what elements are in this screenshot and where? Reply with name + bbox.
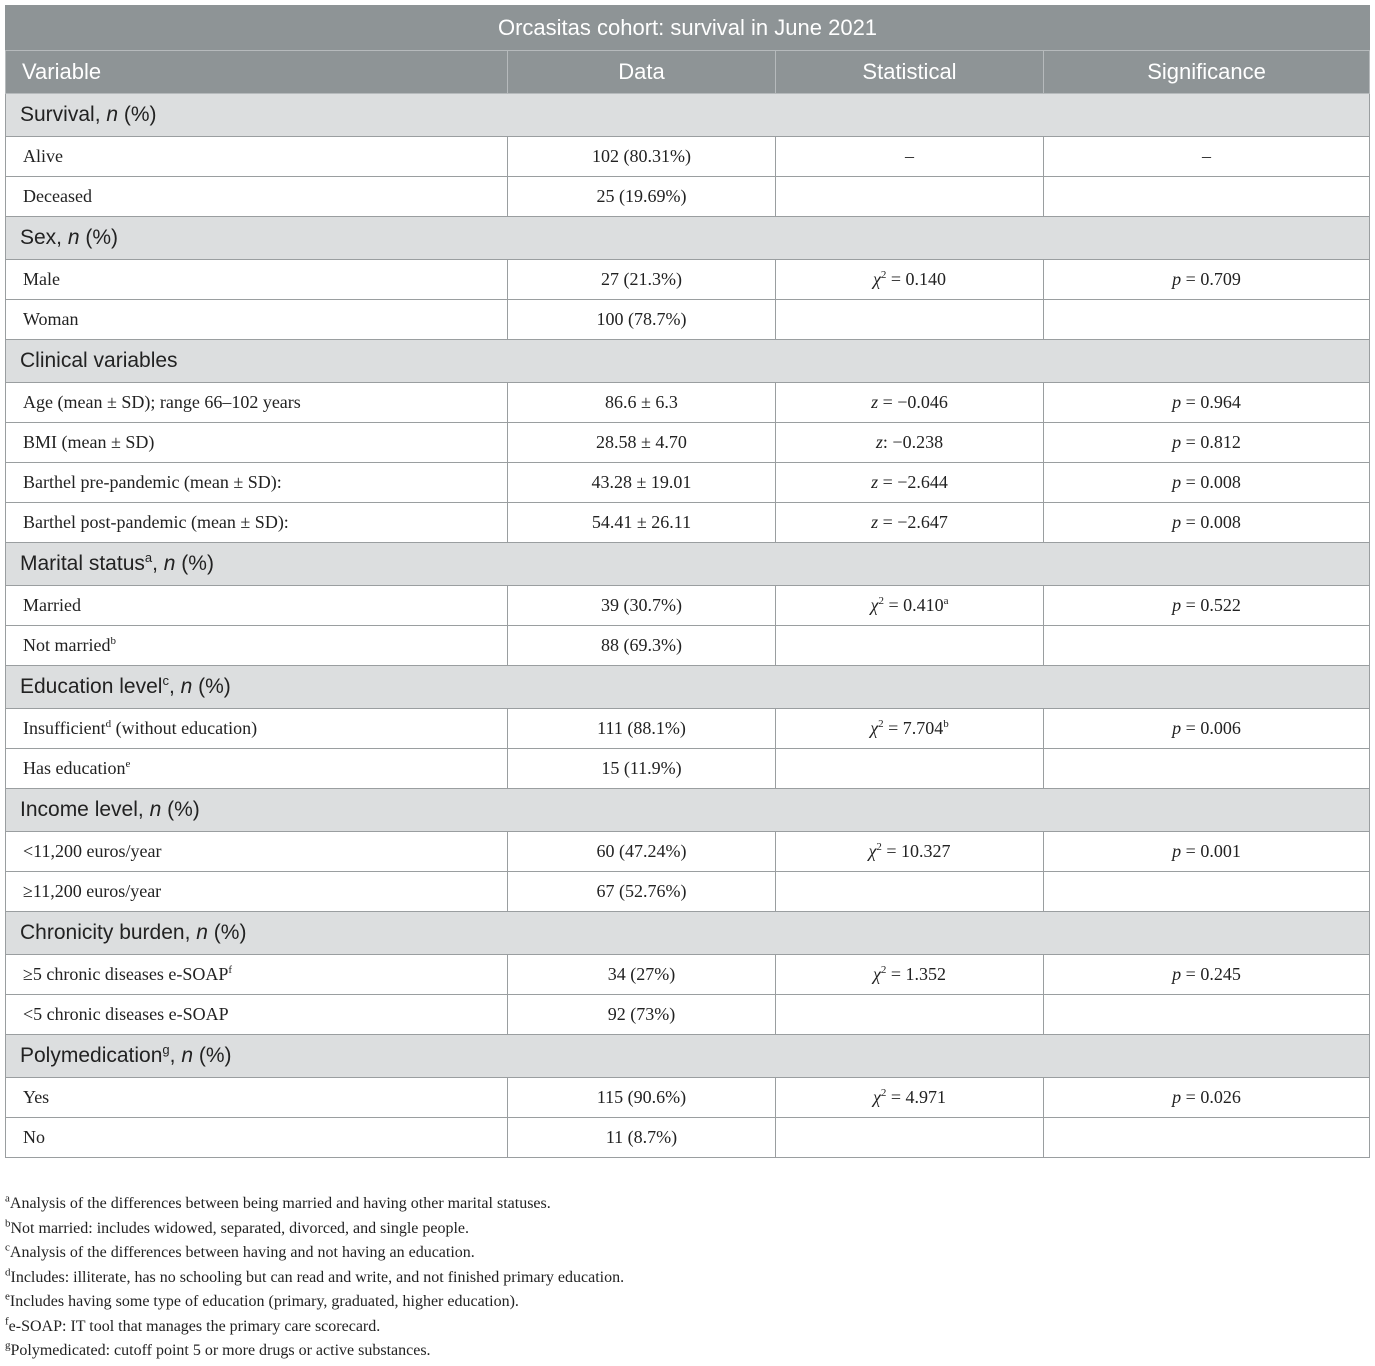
stat-superscript: 2 bbox=[878, 718, 884, 730]
section-row-income bbox=[6, 789, 1370, 832]
sig-value: = 0.964 bbox=[1181, 392, 1241, 412]
footnote bbox=[5, 1192, 1369, 1217]
sig-symbol: p bbox=[1172, 964, 1182, 984]
row-data: 39 (30.7%) bbox=[508, 586, 776, 626]
row-data: 28.58 ± 4.70 bbox=[508, 423, 776, 463]
row-data: 60 (47.24%) bbox=[508, 832, 776, 872]
section-header-italic: n bbox=[149, 798, 162, 821]
table-row bbox=[6, 177, 1370, 217]
row-data: 100 (78.7%) bbox=[508, 300, 776, 340]
row-statistic bbox=[776, 1078, 1044, 1118]
row-significance bbox=[1044, 260, 1370, 300]
row-significance bbox=[1044, 1078, 1370, 1118]
row-significance bbox=[1044, 503, 1370, 543]
table-row bbox=[6, 832, 1370, 872]
footnote-marker: g bbox=[162, 1042, 170, 1057]
stat-value: = 0.140 bbox=[886, 269, 947, 289]
section-header-suffix: (%) bbox=[192, 675, 231, 698]
table-title: Orcasitas cohort: survival in June 2021 bbox=[6, 6, 1370, 51]
section-header-suffix: (%) bbox=[175, 552, 214, 575]
section-header-suffix: (%) bbox=[118, 103, 157, 126]
row-label bbox=[6, 709, 508, 749]
row-data: 34 (27%) bbox=[508, 955, 776, 995]
footnote-marker: c bbox=[162, 673, 169, 688]
sig-symbol: p bbox=[1172, 841, 1182, 861]
sig-value: = 0.008 bbox=[1181, 512, 1241, 532]
sig-symbol: p bbox=[1172, 392, 1182, 412]
footnote bbox=[5, 1339, 1369, 1364]
sig-symbol: p bbox=[1172, 1087, 1182, 1107]
footnote-text: Not married: includes widowed, separated, divorced, and single people. bbox=[10, 1219, 470, 1237]
row-significance bbox=[1044, 749, 1370, 789]
row-statistic bbox=[776, 955, 1044, 995]
footnote-marker: b bbox=[943, 718, 949, 730]
sig-value: = 0.812 bbox=[1181, 432, 1241, 452]
table-row bbox=[6, 1078, 1370, 1118]
stat-symbol: z bbox=[871, 472, 879, 492]
stat-value: = 0.410 bbox=[883, 595, 944, 615]
stat-symbol: χ bbox=[870, 718, 879, 738]
sig-value: = 0.008 bbox=[1181, 472, 1241, 492]
section-header-text: Polymedication bbox=[20, 1044, 163, 1067]
section-row-education bbox=[6, 666, 1370, 709]
stat-value: = 1.352 bbox=[886, 964, 947, 984]
row-significance bbox=[1044, 423, 1370, 463]
section-header-separator: , bbox=[169, 1044, 182, 1067]
row-statistic bbox=[776, 709, 1044, 749]
sig-value: = 0.522 bbox=[1181, 595, 1241, 615]
section-row-sex bbox=[6, 217, 1370, 260]
stat-superscript: 2 bbox=[878, 595, 884, 607]
section-row-marital bbox=[6, 543, 1370, 586]
sig-value: = 0.245 bbox=[1181, 964, 1241, 984]
row-statistic: – bbox=[776, 137, 1044, 177]
sig-symbol: p bbox=[1172, 718, 1182, 738]
footnote-text: Includes having some type of education (primary, graduated, higher education). bbox=[9, 1293, 519, 1310]
row-label: Barthel post-pandemic (mean ± SD): bbox=[6, 503, 508, 543]
row-label-suffix: (without education) bbox=[111, 718, 258, 738]
stat-symbol: z bbox=[871, 392, 879, 412]
row-data: 54.41 ± 26.11 bbox=[508, 503, 776, 543]
stat-symbol: χ bbox=[870, 595, 879, 615]
section-header-suffix: (%) bbox=[207, 921, 247, 944]
sig-value: = 0.006 bbox=[1181, 718, 1241, 738]
row-label bbox=[6, 626, 508, 666]
row-label: <5 chronic diseases e-SOAP bbox=[6, 995, 508, 1035]
row-data: 102 (80.31%) bbox=[508, 137, 776, 177]
table-row bbox=[6, 1118, 1370, 1158]
row-data: 92 (73%) bbox=[508, 995, 776, 1035]
footnote-mark: d bbox=[5, 1266, 11, 1279]
row-statistic bbox=[776, 383, 1044, 423]
stat-symbol: χ bbox=[872, 964, 881, 984]
sig-symbol: p bbox=[1172, 595, 1182, 615]
section-header-separator: , bbox=[168, 675, 181, 698]
row-statistic bbox=[776, 626, 1044, 666]
row-statistic bbox=[776, 463, 1044, 503]
row-data: 86.6 ± 6.3 bbox=[508, 383, 776, 423]
row-statistic bbox=[776, 300, 1044, 340]
stat-superscript: 2 bbox=[880, 964, 887, 976]
sig-symbol: p bbox=[1172, 512, 1182, 532]
row-significance bbox=[1044, 709, 1370, 749]
row-statistic bbox=[776, 423, 1044, 463]
row-label: Alive bbox=[6, 137, 508, 177]
row-significance bbox=[1044, 300, 1370, 340]
sig-symbol: p bbox=[1172, 269, 1182, 289]
footnote-text: Includes: illiterate, has no schooling but can read and write, and not finished primary education. bbox=[10, 1268, 625, 1286]
row-significance bbox=[1044, 586, 1370, 626]
stat-value: = −2.644 bbox=[878, 472, 948, 492]
row-label-text: Has education bbox=[23, 758, 126, 778]
section-header-italic: n bbox=[181, 1044, 193, 1067]
section-header bbox=[6, 666, 1370, 709]
footnotes bbox=[5, 1192, 1369, 1364]
row-label: ≥11,200 euros/year bbox=[6, 872, 508, 912]
table-row bbox=[6, 626, 1370, 666]
row-data: 88 (69.3%) bbox=[508, 626, 776, 666]
row-data: 27 (21.3%) bbox=[508, 260, 776, 300]
row-data: 43.28 ± 19.01 bbox=[508, 463, 776, 503]
row-label: Woman bbox=[6, 300, 508, 340]
section-header bbox=[6, 1035, 1370, 1078]
row-data: 15 (11.9%) bbox=[508, 749, 776, 789]
section-header-text: Sex, bbox=[20, 226, 68, 249]
footnote-marker: d bbox=[105, 718, 112, 730]
section-row-clinical bbox=[6, 340, 1370, 383]
section-header-text: Education level bbox=[20, 675, 163, 698]
table-row bbox=[6, 709, 1370, 749]
footnote-marker: e bbox=[125, 758, 131, 770]
column-header-significance: Significance bbox=[1044, 51, 1370, 94]
section-header-suffix: (%) bbox=[193, 1044, 232, 1067]
row-data: 111 (88.1%) bbox=[508, 709, 776, 749]
row-statistic bbox=[776, 995, 1044, 1035]
table-row bbox=[6, 995, 1370, 1035]
section-header-italic: n bbox=[163, 552, 176, 575]
row-significance bbox=[1044, 832, 1370, 872]
row-label: No bbox=[6, 1118, 508, 1158]
section-header-italic: n bbox=[106, 103, 119, 126]
table-row bbox=[6, 423, 1370, 463]
row-label: Yes bbox=[6, 1078, 508, 1118]
stat-symbol: χ bbox=[872, 269, 881, 289]
row-label: Deceased bbox=[6, 177, 508, 217]
row-significance bbox=[1044, 955, 1370, 995]
row-significance bbox=[1044, 463, 1370, 503]
section-header-italic: n bbox=[196, 921, 208, 944]
row-label: BMI (mean ± SD) bbox=[6, 423, 508, 463]
stat-symbol: z bbox=[871, 512, 879, 532]
section-header-italic: n bbox=[67, 226, 80, 249]
cohort-survival-table bbox=[5, 5, 1370, 1158]
section-header bbox=[6, 789, 1370, 832]
row-data: 11 (8.7%) bbox=[508, 1118, 776, 1158]
footnote-marker: a bbox=[943, 595, 949, 607]
row-statistic bbox=[776, 503, 1044, 543]
row-significance bbox=[1044, 872, 1370, 912]
footnote-text: Analysis of the differences between being married and having other marital statuses. bbox=[9, 1195, 551, 1212]
table-title-row bbox=[6, 6, 1370, 51]
row-statistic bbox=[776, 749, 1044, 789]
footnote-text: Analysis of the differences between having and not having an education. bbox=[9, 1244, 475, 1261]
section-header bbox=[6, 217, 1370, 260]
stat-superscript: 2 bbox=[880, 269, 887, 281]
stat-symbol: χ bbox=[872, 1087, 881, 1107]
stat-value: = 10.327 bbox=[881, 841, 951, 861]
footnote-mark: a bbox=[5, 1192, 10, 1205]
row-significance: – bbox=[1044, 137, 1370, 177]
row-significance bbox=[1044, 995, 1370, 1035]
footnote-mark: f bbox=[5, 1315, 9, 1328]
stat-symbol: z bbox=[875, 432, 883, 452]
row-statistic bbox=[776, 260, 1044, 300]
sig-value: = 0.026 bbox=[1181, 1087, 1241, 1107]
column-header-statistical: Statistical bbox=[776, 51, 1044, 94]
row-label-text: Not married bbox=[23, 635, 111, 655]
row-significance bbox=[1044, 626, 1370, 666]
column-header-row bbox=[6, 51, 1370, 94]
section-header-suffix: (%) bbox=[161, 798, 200, 821]
stat-symbol: χ bbox=[868, 841, 877, 861]
footnote-marker: f bbox=[228, 964, 233, 976]
footnote bbox=[5, 1217, 1369, 1242]
stat-value: : −0.238 bbox=[882, 432, 944, 452]
row-statistic bbox=[776, 586, 1044, 626]
row-label: <11,200 euros/year bbox=[6, 832, 508, 872]
section-header-text: Survival, bbox=[20, 103, 107, 126]
sig-value: = 0.709 bbox=[1181, 269, 1241, 289]
footnote bbox=[5, 1290, 1369, 1315]
section-row-chronicity bbox=[6, 912, 1370, 955]
section-header bbox=[6, 543, 1370, 586]
section-header: Clinical variables bbox=[6, 340, 1370, 383]
section-header-separator: , bbox=[152, 552, 164, 575]
section-header-text: Marital status bbox=[20, 552, 145, 575]
sig-symbol: p bbox=[1172, 432, 1182, 452]
row-statistic bbox=[776, 1118, 1044, 1158]
row-label-text: Insufficient bbox=[23, 718, 106, 738]
stat-superscript: 2 bbox=[880, 1087, 887, 1099]
row-data: 115 (90.6%) bbox=[508, 1078, 776, 1118]
section-header bbox=[6, 94, 1370, 137]
row-label bbox=[6, 955, 508, 995]
section-header-text: Chronicity burden, bbox=[20, 921, 197, 944]
table-row bbox=[6, 503, 1370, 543]
row-data: 25 (19.69%) bbox=[508, 177, 776, 217]
row-statistic bbox=[776, 177, 1044, 217]
table-row bbox=[6, 955, 1370, 995]
stat-value: = −0.046 bbox=[878, 392, 948, 412]
footnote-mark: b bbox=[5, 1217, 11, 1230]
table-row bbox=[6, 137, 1370, 177]
table-row bbox=[6, 260, 1370, 300]
row-label-text: ≥5 chronic diseases e-SOAP bbox=[23, 964, 229, 984]
section-header-italic: n bbox=[180, 675, 193, 698]
section-row-polymedication bbox=[6, 1035, 1370, 1078]
row-label bbox=[6, 749, 508, 789]
footnote bbox=[5, 1315, 1369, 1340]
stat-value: = 4.971 bbox=[886, 1087, 947, 1107]
footnote bbox=[5, 1266, 1369, 1291]
sig-value: = 0.001 bbox=[1181, 841, 1241, 861]
section-row-survival bbox=[6, 94, 1370, 137]
footnote-text: e-SOAP: IT tool that manages the primary care scorecard. bbox=[8, 1317, 381, 1335]
footnote-mark: g bbox=[5, 1339, 11, 1352]
row-significance bbox=[1044, 1118, 1370, 1158]
stat-value: = 7.704 bbox=[883, 718, 944, 738]
footnote-mark: e bbox=[5, 1290, 10, 1303]
row-label: Married bbox=[6, 586, 508, 626]
column-header-variable: Variable bbox=[6, 51, 508, 94]
table-row bbox=[6, 872, 1370, 912]
footnote-mark: c bbox=[5, 1241, 10, 1254]
section-header-text: Income level, bbox=[20, 798, 150, 821]
table-row bbox=[6, 383, 1370, 423]
table-row bbox=[6, 463, 1370, 503]
footnote-marker: a bbox=[144, 550, 153, 565]
row-label: Age (mean ± SD); range 66–102 years bbox=[6, 383, 508, 423]
row-significance bbox=[1044, 383, 1370, 423]
sig-symbol: p bbox=[1172, 472, 1182, 492]
row-data: 67 (52.76%) bbox=[508, 872, 776, 912]
footnote-marker: b bbox=[110, 635, 116, 647]
table-row bbox=[6, 586, 1370, 626]
table-wrapper bbox=[5, 5, 1369, 1158]
section-header bbox=[6, 912, 1370, 955]
row-significance bbox=[1044, 177, 1370, 217]
row-statistic bbox=[776, 832, 1044, 872]
row-label: Barthel pre-pandemic (mean ± SD): bbox=[6, 463, 508, 503]
table-row bbox=[6, 300, 1370, 340]
column-header-data: Data bbox=[508, 51, 776, 94]
stat-value: = −2.647 bbox=[878, 512, 948, 532]
stat-superscript: 2 bbox=[876, 841, 882, 853]
footnote bbox=[5, 1241, 1369, 1266]
row-label: Male bbox=[6, 260, 508, 300]
table-row bbox=[6, 749, 1370, 789]
row-statistic bbox=[776, 872, 1044, 912]
footnote-text: Polymedicated: cutoff point 5 or more drugs or active substances. bbox=[10, 1342, 431, 1359]
section-header-suffix: (%) bbox=[79, 226, 119, 249]
